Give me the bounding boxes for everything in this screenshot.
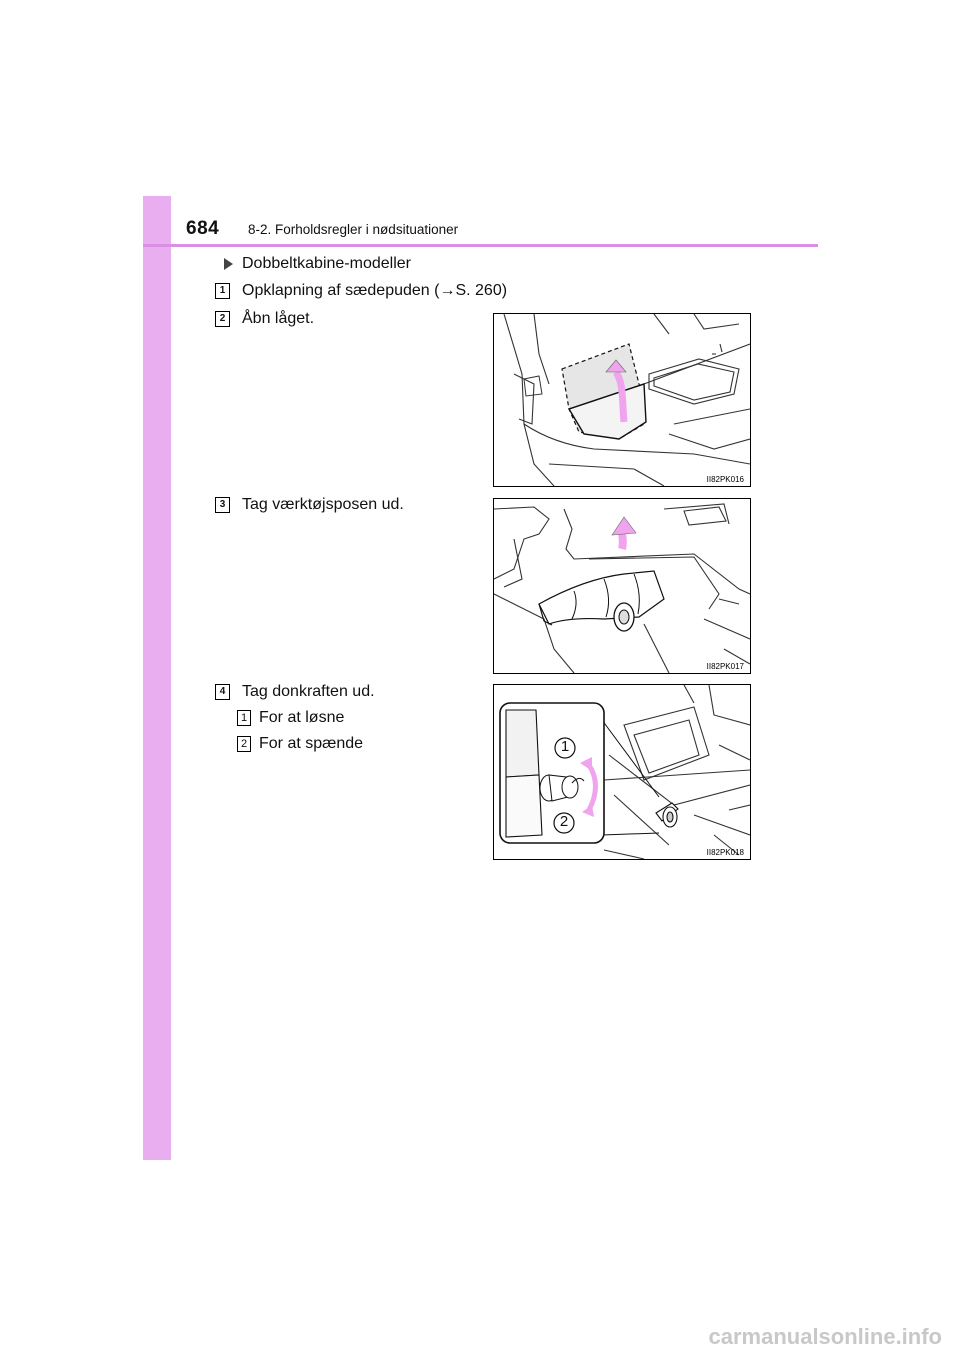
substep-text-1: For at løsne — [259, 709, 345, 726]
step-text-1: Opklapning af sædepuden (→S. 260) — [242, 282, 508, 299]
bullet-heading: Dobbeltkabine-modeller — [242, 255, 411, 272]
step-badge-3: 3 — [215, 497, 230, 513]
jack-removal-illustration-icon — [494, 685, 750, 859]
step-text-2: Åbn låget. — [242, 310, 315, 327]
header-rule — [143, 244, 818, 247]
watermark-text: carmanualsonline.info — [708, 1324, 942, 1349]
bullet-arrow-icon — [224, 258, 233, 270]
figure-caption-1: II82PK016 — [706, 475, 744, 484]
figure-open-lid — [493, 313, 751, 487]
figure-caption-2: II82PK017 — [706, 662, 744, 671]
figure-label-2: 2 — [559, 813, 569, 830]
substep-num-2: 2 — [237, 736, 251, 752]
step-text-3: Tag værktøjsposen ud. — [242, 496, 404, 513]
step-badge-1: 1 — [215, 283, 230, 299]
figure-label-1: 1 — [560, 738, 570, 755]
figure-caption-3: II82PK018 — [706, 848, 744, 857]
page-number: 684 — [186, 218, 220, 239]
step-text-4: Tag donkraften ud. — [242, 683, 375, 700]
figure-tool-bag — [493, 498, 751, 674]
open-lid-illustration-icon — [494, 314, 750, 486]
substep-text-2: For at spænde — [259, 735, 364, 752]
substep-num-1: 1 — [237, 710, 251, 726]
side-color-band — [143, 196, 171, 1160]
figure-jack — [493, 684, 751, 860]
section-title: 8-2. Forholdsregler i nødsituationer — [248, 222, 459, 237]
step-badge-2: 2 — [215, 311, 230, 327]
step-badge-4: 4 — [215, 684, 230, 700]
tool-bag-illustration-icon — [494, 499, 750, 673]
